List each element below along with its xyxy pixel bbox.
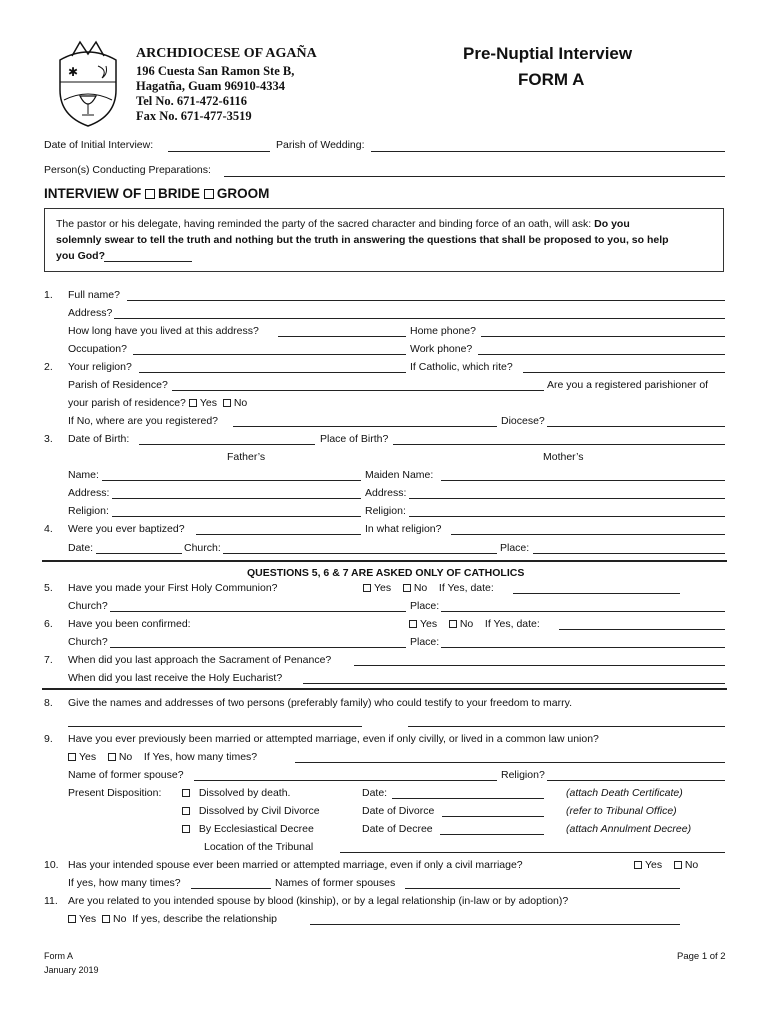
related-no-checkbox[interactable] [102, 915, 110, 923]
if-no-label: If No, where are you registered? [68, 415, 218, 427]
former-religion-label: Religion? [501, 769, 545, 781]
your-parish-label: your parish of residence? [68, 397, 186, 409]
full-name-label: Full name? [68, 289, 120, 301]
married-no-checkbox[interactable] [108, 753, 116, 761]
baptism-place-label: Place: [500, 542, 530, 554]
oath-answer-field[interactable] [104, 261, 192, 262]
in-what-religion-field[interactable] [451, 534, 725, 535]
full-name-field[interactable] [127, 300, 725, 301]
address-field[interactable] [114, 318, 725, 319]
work-phone-field[interactable] [478, 354, 725, 355]
bride-label: BRIDE [158, 186, 201, 201]
describe-relationship-label: If yes, describe the relationship [132, 913, 278, 925]
form-subtitle: FORM A [518, 70, 585, 89]
baptism-church-label: Church: [184, 542, 221, 554]
registered-yes-label: Yes [199, 397, 217, 409]
footer-date: January 2019 [44, 965, 99, 975]
mother-religion-field[interactable] [409, 516, 725, 517]
related-yes-label: Yes [79, 913, 97, 925]
pob-field[interactable] [393, 444, 725, 445]
q1-number: 1. [44, 289, 53, 301]
divorce-date-label: Date of Divorce [362, 805, 435, 817]
disp-death-option [182, 787, 290, 799]
date-initial-field[interactable] [168, 151, 270, 152]
baptism-church-field[interactable] [223, 553, 497, 554]
q6-number: 6. [44, 618, 53, 630]
married-before-label: Have you ever previously been married or attempted marriage, even if only civilly, or lived in a common law union? [68, 733, 599, 745]
page-number: Page 1 of 2 [677, 951, 726, 962]
communion-place-field[interactable] [441, 611, 725, 612]
related-options [68, 913, 277, 925]
q7-number: 7. [44, 654, 53, 666]
intended-no-label: No [684, 859, 699, 871]
baptized-field[interactable] [196, 534, 361, 535]
oath-bold-2: solemnly swear to tell the truth and nothing but the truth in answering the questions that shall be proposed to you, so help [56, 234, 669, 246]
related-label: Are you related to you intended spouse by blood (kinship), or by a legal relationship (in-law or by adoption)? [68, 895, 569, 907]
occupation-label: Occupation? [68, 343, 127, 355]
archdiocese-seal-logo [50, 38, 126, 130]
registered-yes-checkbox[interactable] [189, 399, 197, 407]
tel-number: Tel No. 671-472-6116 [136, 94, 247, 108]
eucharist-field[interactable] [303, 683, 725, 684]
mother-address-label: Address: [365, 487, 407, 499]
father-name-field[interactable] [102, 480, 361, 481]
q11-number: 11. [44, 895, 58, 907]
married-how-many-field[interactable] [295, 762, 725, 763]
former-spouse-label: Name of former spouse? [68, 769, 184, 781]
confirmed-place-field[interactable] [441, 647, 725, 648]
decree-date-label: Date of Decree [362, 823, 433, 835]
civil-label: Dissolved by Civil Divorce [198, 805, 320, 817]
diocese-field[interactable] [547, 426, 725, 427]
rite-field[interactable] [523, 372, 725, 373]
father-religion-label: Religion: [68, 505, 109, 517]
father-religion-field[interactable] [112, 516, 361, 517]
penance-label: When did you last approach the Sacrament of Penance? [68, 654, 332, 666]
confirmed-label: Have you been confirmed: [68, 618, 191, 630]
married-no-label: No [118, 751, 133, 763]
work-phone-label: Work phone? [410, 343, 473, 355]
communion-yes-label: Yes [374, 582, 392, 594]
confirmed-no-label: No [459, 618, 474, 630]
eccl-checkbox[interactable] [182, 825, 190, 833]
married-how-many-label: If Yes, how many times? [143, 751, 258, 763]
fax-number: Fax No. 671-477-3519 [136, 109, 252, 123]
persons-conducting-label: Person(s) Conducting Preparations: [44, 164, 211, 176]
intended-yes-checkbox[interactable] [634, 861, 642, 869]
address-label: Address? [68, 307, 113, 319]
mother-maiden-label: Maiden Name: [365, 469, 434, 481]
communion-no-checkbox[interactable] [403, 584, 411, 592]
fathers-heading: Father’s [227, 451, 266, 463]
baptism-date-label: Date: [68, 542, 94, 554]
section-divider-2 [42, 688, 727, 690]
married-yes-checkbox[interactable] [68, 753, 76, 761]
eucharist-label: When did you last receive the Holy Eucharist? [68, 672, 283, 684]
mother-address-field[interactable] [409, 498, 725, 499]
baptized-label: Were you ever baptized? [68, 523, 185, 535]
q5-number: 5. [44, 582, 53, 594]
q10-number: 10. [44, 859, 59, 871]
communion-church-label: Church? [68, 600, 108, 612]
home-phone-field[interactable] [481, 336, 725, 337]
penance-field[interactable] [354, 665, 725, 666]
section-divider [42, 560, 727, 562]
witness-1-field[interactable] [68, 726, 362, 727]
intended-how-many-field[interactable] [191, 888, 271, 889]
names-former-label: Names of former spouses [275, 877, 396, 889]
religion-field[interactable] [139, 372, 406, 373]
communion-no-label: No [413, 582, 428, 594]
confirmed-place-label: Place: [410, 636, 440, 648]
if-catholic-label: If Catholic, which rite? [410, 361, 513, 373]
communion-place-label: Place: [410, 600, 440, 612]
communion-yes-checkbox[interactable] [363, 584, 371, 592]
give-names-label: Give the names and addresses of two persons (preferably family) who could testify to your freedom to marry. [68, 697, 573, 709]
communion-date-field[interactable] [513, 593, 680, 594]
q9-number: 9. [44, 733, 53, 745]
baptism-place-field[interactable] [533, 553, 725, 554]
dob-field[interactable] [139, 444, 315, 445]
confirmed-church-label: Church? [68, 636, 108, 648]
groom-label: GROOM [216, 186, 270, 201]
first-communion-label: Have you made your First Holy Communion? [68, 582, 278, 594]
footer-form: Form A [44, 951, 74, 961]
address-line-2: Hagatña, Guam 96910-4334 [136, 79, 285, 93]
oath-bold-3: you God? [56, 250, 105, 262]
q2-number: 2. [44, 361, 53, 373]
communion-if-yes-label: If Yes, date: [438, 582, 494, 594]
death-checkbox[interactable] [182, 789, 190, 797]
registered-question [68, 397, 247, 409]
father-address-label: Address: [68, 487, 110, 499]
married-yes-label: Yes [79, 751, 97, 763]
baptism-date-field[interactable] [96, 553, 182, 554]
parish-wedding-label: Parish of Wedding: [276, 139, 365, 151]
present-disposition-label: Present Disposition: [68, 787, 162, 799]
mothers-heading: Mother’s [543, 451, 584, 463]
q3-number: 3. [44, 433, 53, 445]
communion-church-field[interactable] [110, 611, 406, 612]
civil-checkbox[interactable] [182, 807, 190, 815]
parish-residence-label: Parish of Residence? [68, 379, 168, 391]
married-before-options [68, 751, 257, 763]
religion-label: Your religion? [68, 361, 132, 373]
form-title: Pre-Nuptial Interview [463, 44, 633, 63]
confirmed-options [409, 618, 540, 630]
father-name-label: Name: [68, 469, 99, 481]
bride-checkbox[interactable] [145, 189, 155, 199]
decree-date-field[interactable] [440, 834, 544, 835]
death-label: Dissolved by death. [198, 787, 291, 799]
intended-no-checkbox[interactable] [674, 861, 682, 869]
witness-2-field[interactable] [408, 726, 725, 727]
attach-death-note: (attach Death Certificate) [566, 787, 683, 799]
tribunal-location-field[interactable] [340, 852, 725, 853]
persons-conducting-field[interactable] [224, 176, 725, 177]
former-spouse-field[interactable] [194, 780, 497, 781]
registered-no-label: No [233, 397, 248, 409]
org-name: ARCHDIOCESE OF AGAÑA [136, 46, 317, 61]
death-date-label: Date: [362, 787, 388, 799]
confirmed-church-field[interactable] [110, 647, 406, 648]
occupation-field[interactable] [133, 354, 406, 355]
attach-annulment-note: (attach Annulment Decree) [566, 823, 692, 835]
pob-label: Place of Birth? [320, 433, 389, 445]
disp-eccl-option [182, 823, 314, 835]
refer-tribunal-note: (refer to Tribunal Office) [566, 805, 677, 817]
how-long-field[interactable] [278, 336, 406, 337]
how-long-label: How long have you lived at this address? [68, 325, 259, 337]
disp-civil-option [182, 805, 320, 817]
interview-prefix: INTERVIEW OF [44, 186, 142, 201]
oath-text-1 [56, 218, 630, 230]
mother-maiden-field[interactable] [441, 480, 725, 481]
related-no-label: No [112, 913, 127, 925]
svg-text:✱: ✱ [68, 65, 79, 79]
related-yes-checkbox[interactable] [68, 915, 76, 923]
confirmed-no-checkbox[interactable] [449, 620, 457, 628]
names-former-field[interactable] [405, 888, 680, 889]
tribunal-location-label: Location of the Tribunal [204, 841, 314, 853]
dob-label: Date of Birth: [68, 433, 130, 445]
groom-checkbox[interactable] [204, 189, 214, 199]
parish-residence-field[interactable] [172, 390, 544, 391]
in-what-religion-label: In what religion? [365, 523, 442, 535]
catholics-only-heading: QUESTIONS 5, 6 & 7 ARE ASKED ONLY OF CATHOLICS [247, 567, 525, 579]
mother-religion-label: Religion: [365, 505, 406, 517]
parish-wedding-field[interactable] [371, 151, 725, 152]
former-religion-field[interactable] [547, 780, 725, 781]
describe-relationship-field[interactable] [310, 924, 680, 925]
confirmed-yes-label: Yes [420, 618, 438, 630]
diocese-label: Diocese? [501, 415, 545, 427]
registered-label: Are you a registered parishioner of [547, 379, 709, 391]
registered-where-field[interactable] [233, 426, 497, 427]
q8-number: 8. [44, 697, 53, 709]
father-address-field[interactable] [112, 498, 361, 499]
intended-yes-label: Yes [645, 859, 663, 871]
death-date-field[interactable] [392, 798, 544, 799]
oath-bold-1: Do you [594, 218, 630, 230]
divorce-date-field[interactable] [442, 816, 544, 817]
confirmed-yes-checkbox[interactable] [409, 620, 417, 628]
interview-heading [44, 186, 269, 201]
intended-how-many-label: If yes, how many times? [68, 877, 181, 889]
q4-number: 4. [44, 523, 53, 535]
intended-married-options [634, 859, 698, 871]
date-initial-label: Date of Initial Interview: [44, 139, 154, 151]
eccl-label: By Ecclesiastical Decree [198, 823, 314, 835]
oath-plain: The pastor or his delegate, having reminded the party of the sacred character and binding force of an oath, will ask: [56, 218, 592, 230]
registered-no-checkbox[interactable] [223, 399, 231, 407]
confirmed-date-field[interactable] [559, 629, 725, 630]
home-phone-label: Home phone? [410, 325, 476, 337]
intended-married-label: Has your intended spouse ever been married or attempted marriage, even if only a civil marriage? [68, 859, 523, 871]
confirmed-if-yes-label: If Yes, date: [484, 618, 540, 630]
communion-options [363, 582, 494, 594]
address-line-1: 196 Cuesta San Ramon Ste B, [136, 64, 295, 78]
